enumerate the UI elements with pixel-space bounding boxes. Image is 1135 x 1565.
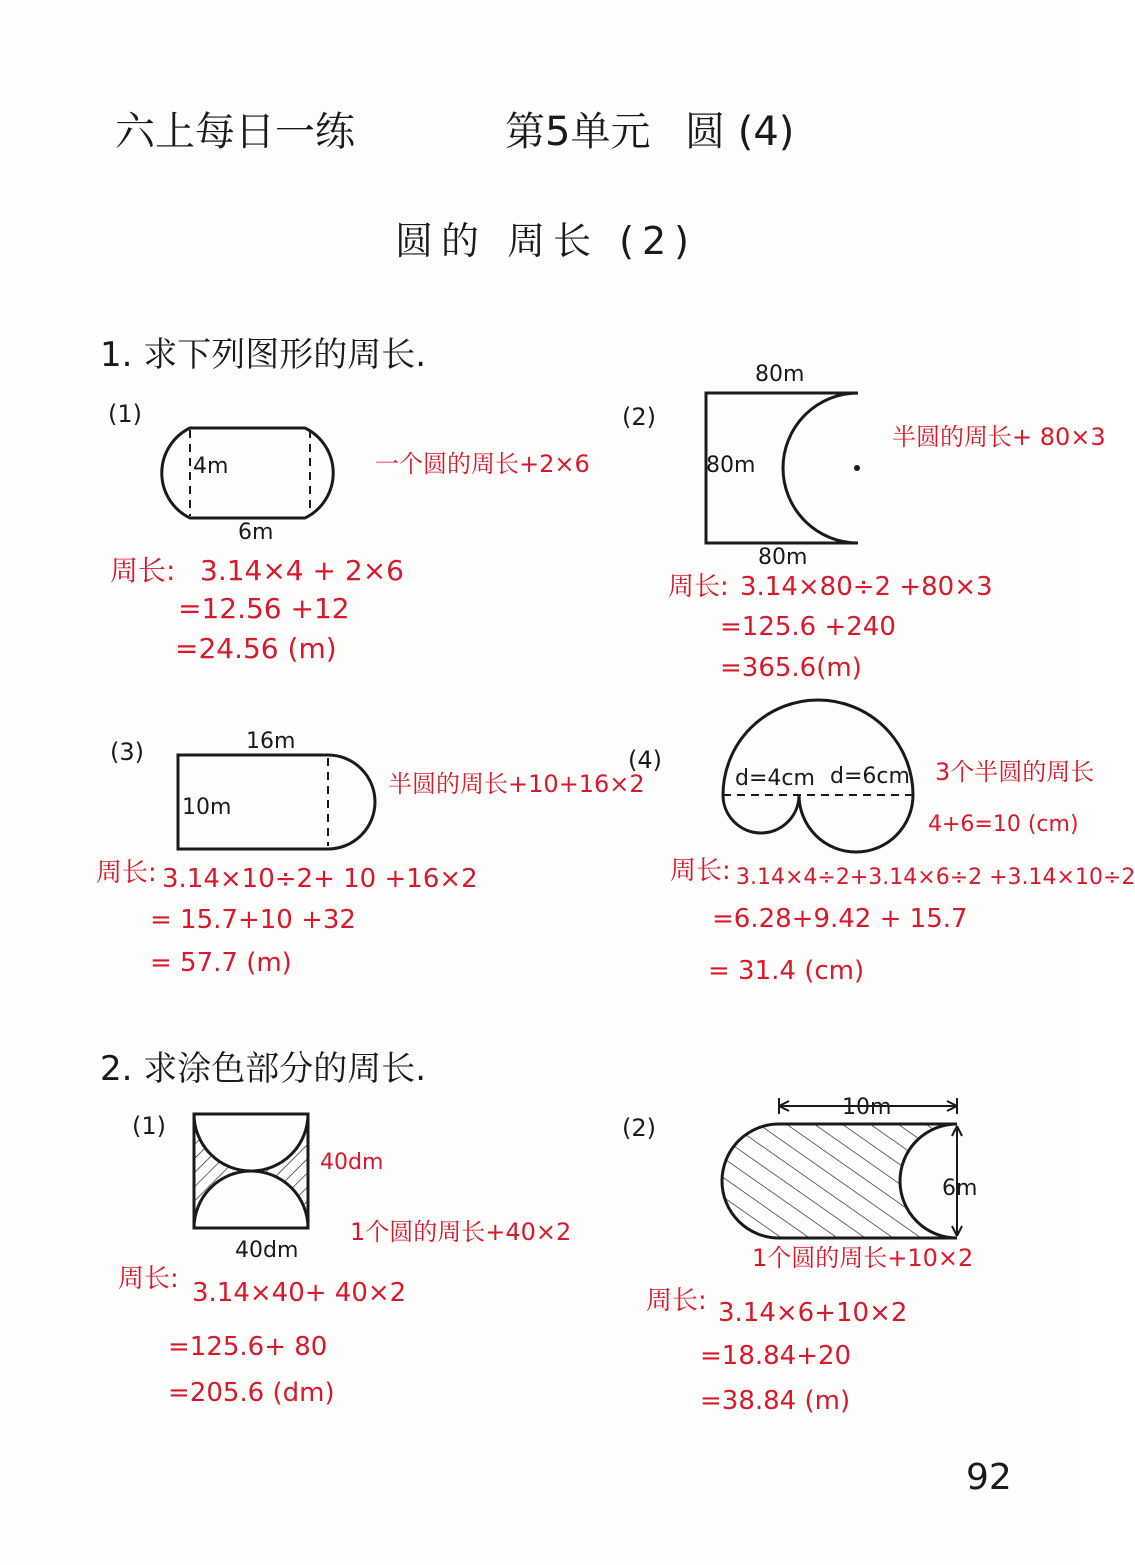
section1-heading: 1. 求下列图形的周长. bbox=[100, 335, 427, 375]
calc-step-3: =38.84 (m) bbox=[700, 1386, 851, 1416]
diameter-sum-note: 4+6=10 (cm) bbox=[928, 812, 1079, 837]
method-note: 1个圆的周长+40×2 bbox=[350, 1218, 572, 1246]
problem-number: (1) bbox=[132, 1112, 166, 1140]
dim-bottom: 80m bbox=[758, 545, 808, 570]
dim-medium-diameter: d=6cm bbox=[830, 764, 910, 789]
dim-left: 80m bbox=[706, 453, 756, 478]
calc-step-3: =205.6 (dm) bbox=[168, 1378, 335, 1408]
center-dot bbox=[854, 465, 860, 471]
dim-width: 10m bbox=[182, 795, 232, 820]
dim-height: 6m bbox=[942, 1176, 978, 1201]
header-topic: 圆 (4) bbox=[685, 109, 795, 155]
dim-small-diameter: d=4cm bbox=[735, 766, 815, 791]
page-number: 92 bbox=[966, 1457, 1012, 1498]
calc-step-3: = 57.7 (m) bbox=[150, 948, 292, 978]
calc-step-2: =12.56 +12 bbox=[178, 592, 350, 625]
problem-number: (4) bbox=[628, 746, 662, 774]
section2-heading: 2. 求涂色部分的周长. bbox=[100, 1049, 427, 1089]
problem-number: (1) bbox=[108, 400, 142, 428]
perimeter-label: 周长: bbox=[110, 554, 176, 587]
method-note: 1个圆的周长+10×2 bbox=[752, 1244, 974, 1272]
perimeter-label: 周长: bbox=[670, 856, 731, 886]
perimeter-label: 周长: bbox=[668, 572, 729, 602]
method-note: 一个圆的周长+2×6 bbox=[375, 450, 590, 478]
calc-step-2: = 15.7+10 +32 bbox=[150, 905, 356, 935]
calc-step-2: =125.6 +240 bbox=[720, 612, 896, 642]
problem-number: (2) bbox=[622, 403, 656, 431]
stadium-figure bbox=[140, 420, 370, 530]
problem-number: (2) bbox=[622, 1114, 656, 1142]
method-note: 3个半圆的周长 bbox=[935, 758, 1095, 786]
small-semicircle bbox=[723, 795, 799, 833]
calc-step-1: 3.14×10÷2+ 10 +16×2 bbox=[162, 864, 478, 894]
calc-step-1: 3.14×4 + 2×6 bbox=[200, 554, 404, 587]
medium-semicircle bbox=[799, 795, 913, 852]
dim-top: 80m bbox=[755, 362, 805, 387]
calc-step-2: =125.6+ 80 bbox=[168, 1332, 328, 1362]
dim-length: 6m bbox=[238, 520, 274, 545]
calc-step-2: =6.28+9.42 + 15.7 bbox=[712, 904, 968, 934]
dim-top: 16m bbox=[246, 729, 296, 754]
shaded-region bbox=[722, 1124, 957, 1238]
calc-step-1: 3.14×80÷2 +80×3 bbox=[740, 572, 993, 602]
calc-step-3: = 31.4 (cm) bbox=[708, 956, 865, 986]
header-unit: 第5单元 bbox=[505, 109, 651, 155]
page-title: 圆的 周长 (2) bbox=[395, 219, 697, 263]
perimeter-label: 周长: bbox=[96, 858, 157, 888]
perimeter-label: 周长: bbox=[118, 1264, 179, 1294]
calc-step-3: =365.6(m) bbox=[720, 653, 862, 683]
calc-step-1: 3.14×4÷2+3.14×6÷2 +3.14×10÷2 bbox=[736, 865, 1135, 890]
dim-side: 40dm bbox=[320, 1150, 384, 1175]
perimeter-label: 周长: bbox=[646, 1286, 707, 1316]
stadium-outline bbox=[162, 428, 333, 518]
dim-length: 10m bbox=[842, 1095, 892, 1120]
calc-step-1: 3.14×6+10×2 bbox=[718, 1298, 908, 1328]
header-left: 六上每日一练 bbox=[115, 109, 355, 155]
calc-step-1: 3.14×40+ 40×2 bbox=[192, 1278, 407, 1308]
problem-number: (3) bbox=[110, 738, 144, 766]
dim-bottom: 40dm bbox=[235, 1238, 299, 1263]
calc-step-3: =24.56 (m) bbox=[175, 632, 337, 665]
dim-diameter: 4m bbox=[193, 454, 229, 479]
method-note: 半圆的周长+ 80×3 bbox=[892, 423, 1106, 451]
calc-step-2: =18.84+20 bbox=[700, 1341, 852, 1371]
method-note: 半圆的周长+10+16×2 bbox=[388, 770, 645, 798]
square-with-two-semicircles bbox=[188, 1108, 318, 1238]
